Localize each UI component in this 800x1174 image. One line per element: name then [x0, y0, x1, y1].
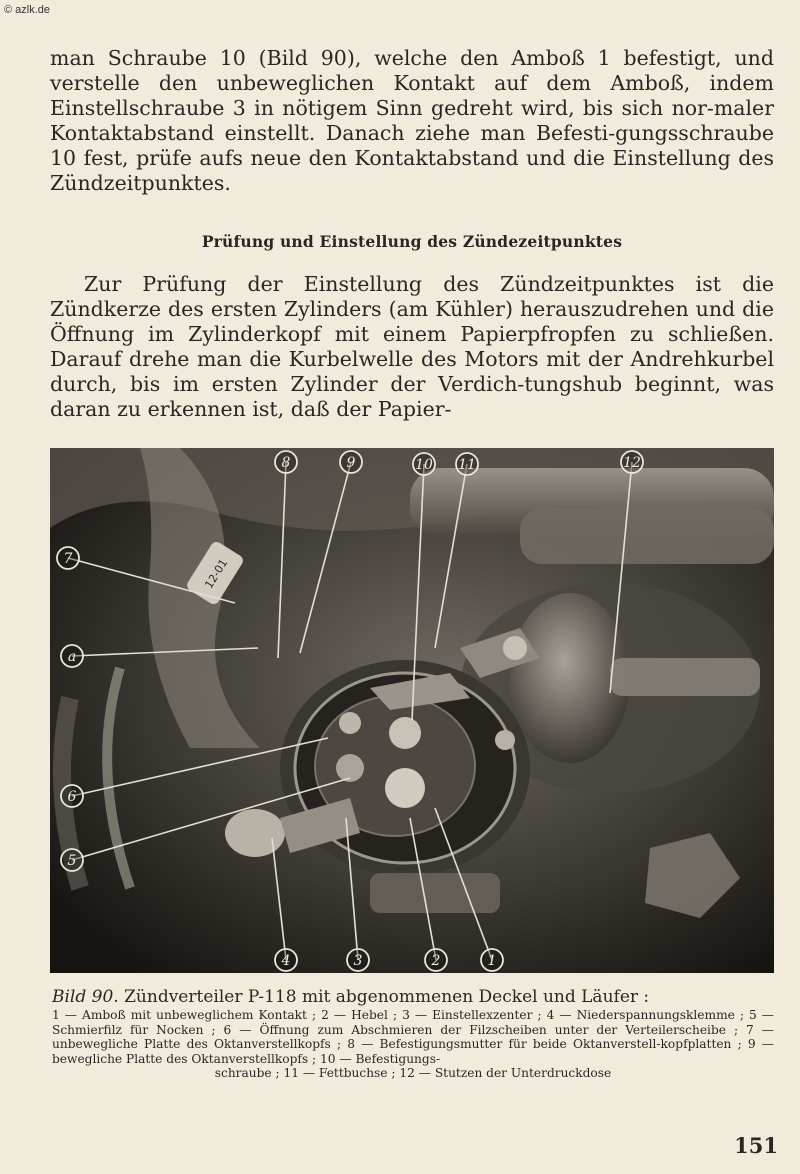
callout-label-3: 3 — [353, 953, 363, 969]
callout-label-7: 7 — [63, 551, 73, 567]
caption-legend-text: 1 — Amboß mit unbeweglichem Kontakt ; 2 — Hebel ; 3 — Einstellexzenter ; 4 — Niederspannungsklemme ; 5 — Schmierfilz für Nocken ; 6 — Öffnung zum Abschmieren der Filzscheiben unter der Verteilerscheibe ; 7 — unbewegliche Platte des Oktanverstellkopfs ; 8 — Befestigungsmutter für beide Oktanverstell-kopfplatten ; 9 — bewegliche Platte des Oktanverstellkopfs ; 10 — Befestigungs- — [52, 1008, 774, 1066]
figure-caption — [52, 986, 774, 1081]
callout-label-10: 10 — [415, 457, 433, 473]
caption-label: Bild 90. — [52, 987, 119, 1007]
callout-label-6: 6 — [67, 789, 77, 805]
callout-label-9: 9 — [346, 455, 356, 471]
caption-legend — [52, 1008, 774, 1081]
stamp-text: 12-01 — [202, 556, 231, 591]
callout-label-2: 2 — [431, 953, 441, 969]
callout-label-11: 11 — [458, 457, 476, 473]
callout-label-1: 1 — [487, 953, 497, 969]
caption-legend-last: schraube ; 11 — Fettbuchse ; 12 — Stutzen der Unterdruckdose — [214, 1066, 612, 1081]
section-heading: Prüfung und Einstellung des Zündezeitpunktes — [201, 232, 623, 251]
callout-label-8: 8 — [281, 455, 291, 471]
callout-label-a: a — [67, 649, 77, 665]
caption-title-text: Zündverteiler P-118 mit abgenommenen Deckel und Läufer : — [118, 987, 650, 1007]
paragraph-continued: man Schraube 10 (Bild 90), welche den Amboß 1 befestigt, und verstelle den unbeweglichen Kontakt auf dem Amboß, indem Einstellschraube 3 in nötigem Sinn gedreht wird, bis sich nor-maler Kontaktabstand einstellt. Danach ziehe man Befesti-gungsschraube 10 fest, prüfe aufs neue den Kontaktabstand und die Einstellung des Zündzeitpunktes. — [50, 46, 774, 195]
callout-label-12: 12 — [623, 455, 641, 471]
distributor-photo — [50, 448, 774, 973]
photo-illustration — [50, 448, 774, 973]
callout-label-4: 4 — [281, 953, 291, 969]
paragraph-ignition-check: Zur Prüfung der Einstellung des Zündzeitpunktes ist die Zündkerze des ersten Zylinders (am Kühler) herauszudrehen und die Öffnung im Zylinderkopf mit einem Papierpfropfen zu schließen. Darauf drehe man die Kurbelwelle des Motors mit der Andrehkurbel durch, bis im ersten Zylinder der Verdich-tungshub beginnt, was daran zu erkennen ist, daß der Papier- — [50, 272, 774, 421]
page-number: 151 — [734, 1133, 778, 1158]
callout-label-5: 5 — [67, 853, 77, 869]
caption-title — [52, 986, 774, 1008]
page-body — [50, 46, 774, 422]
watermark: © azlk.de — [4, 4, 51, 16]
